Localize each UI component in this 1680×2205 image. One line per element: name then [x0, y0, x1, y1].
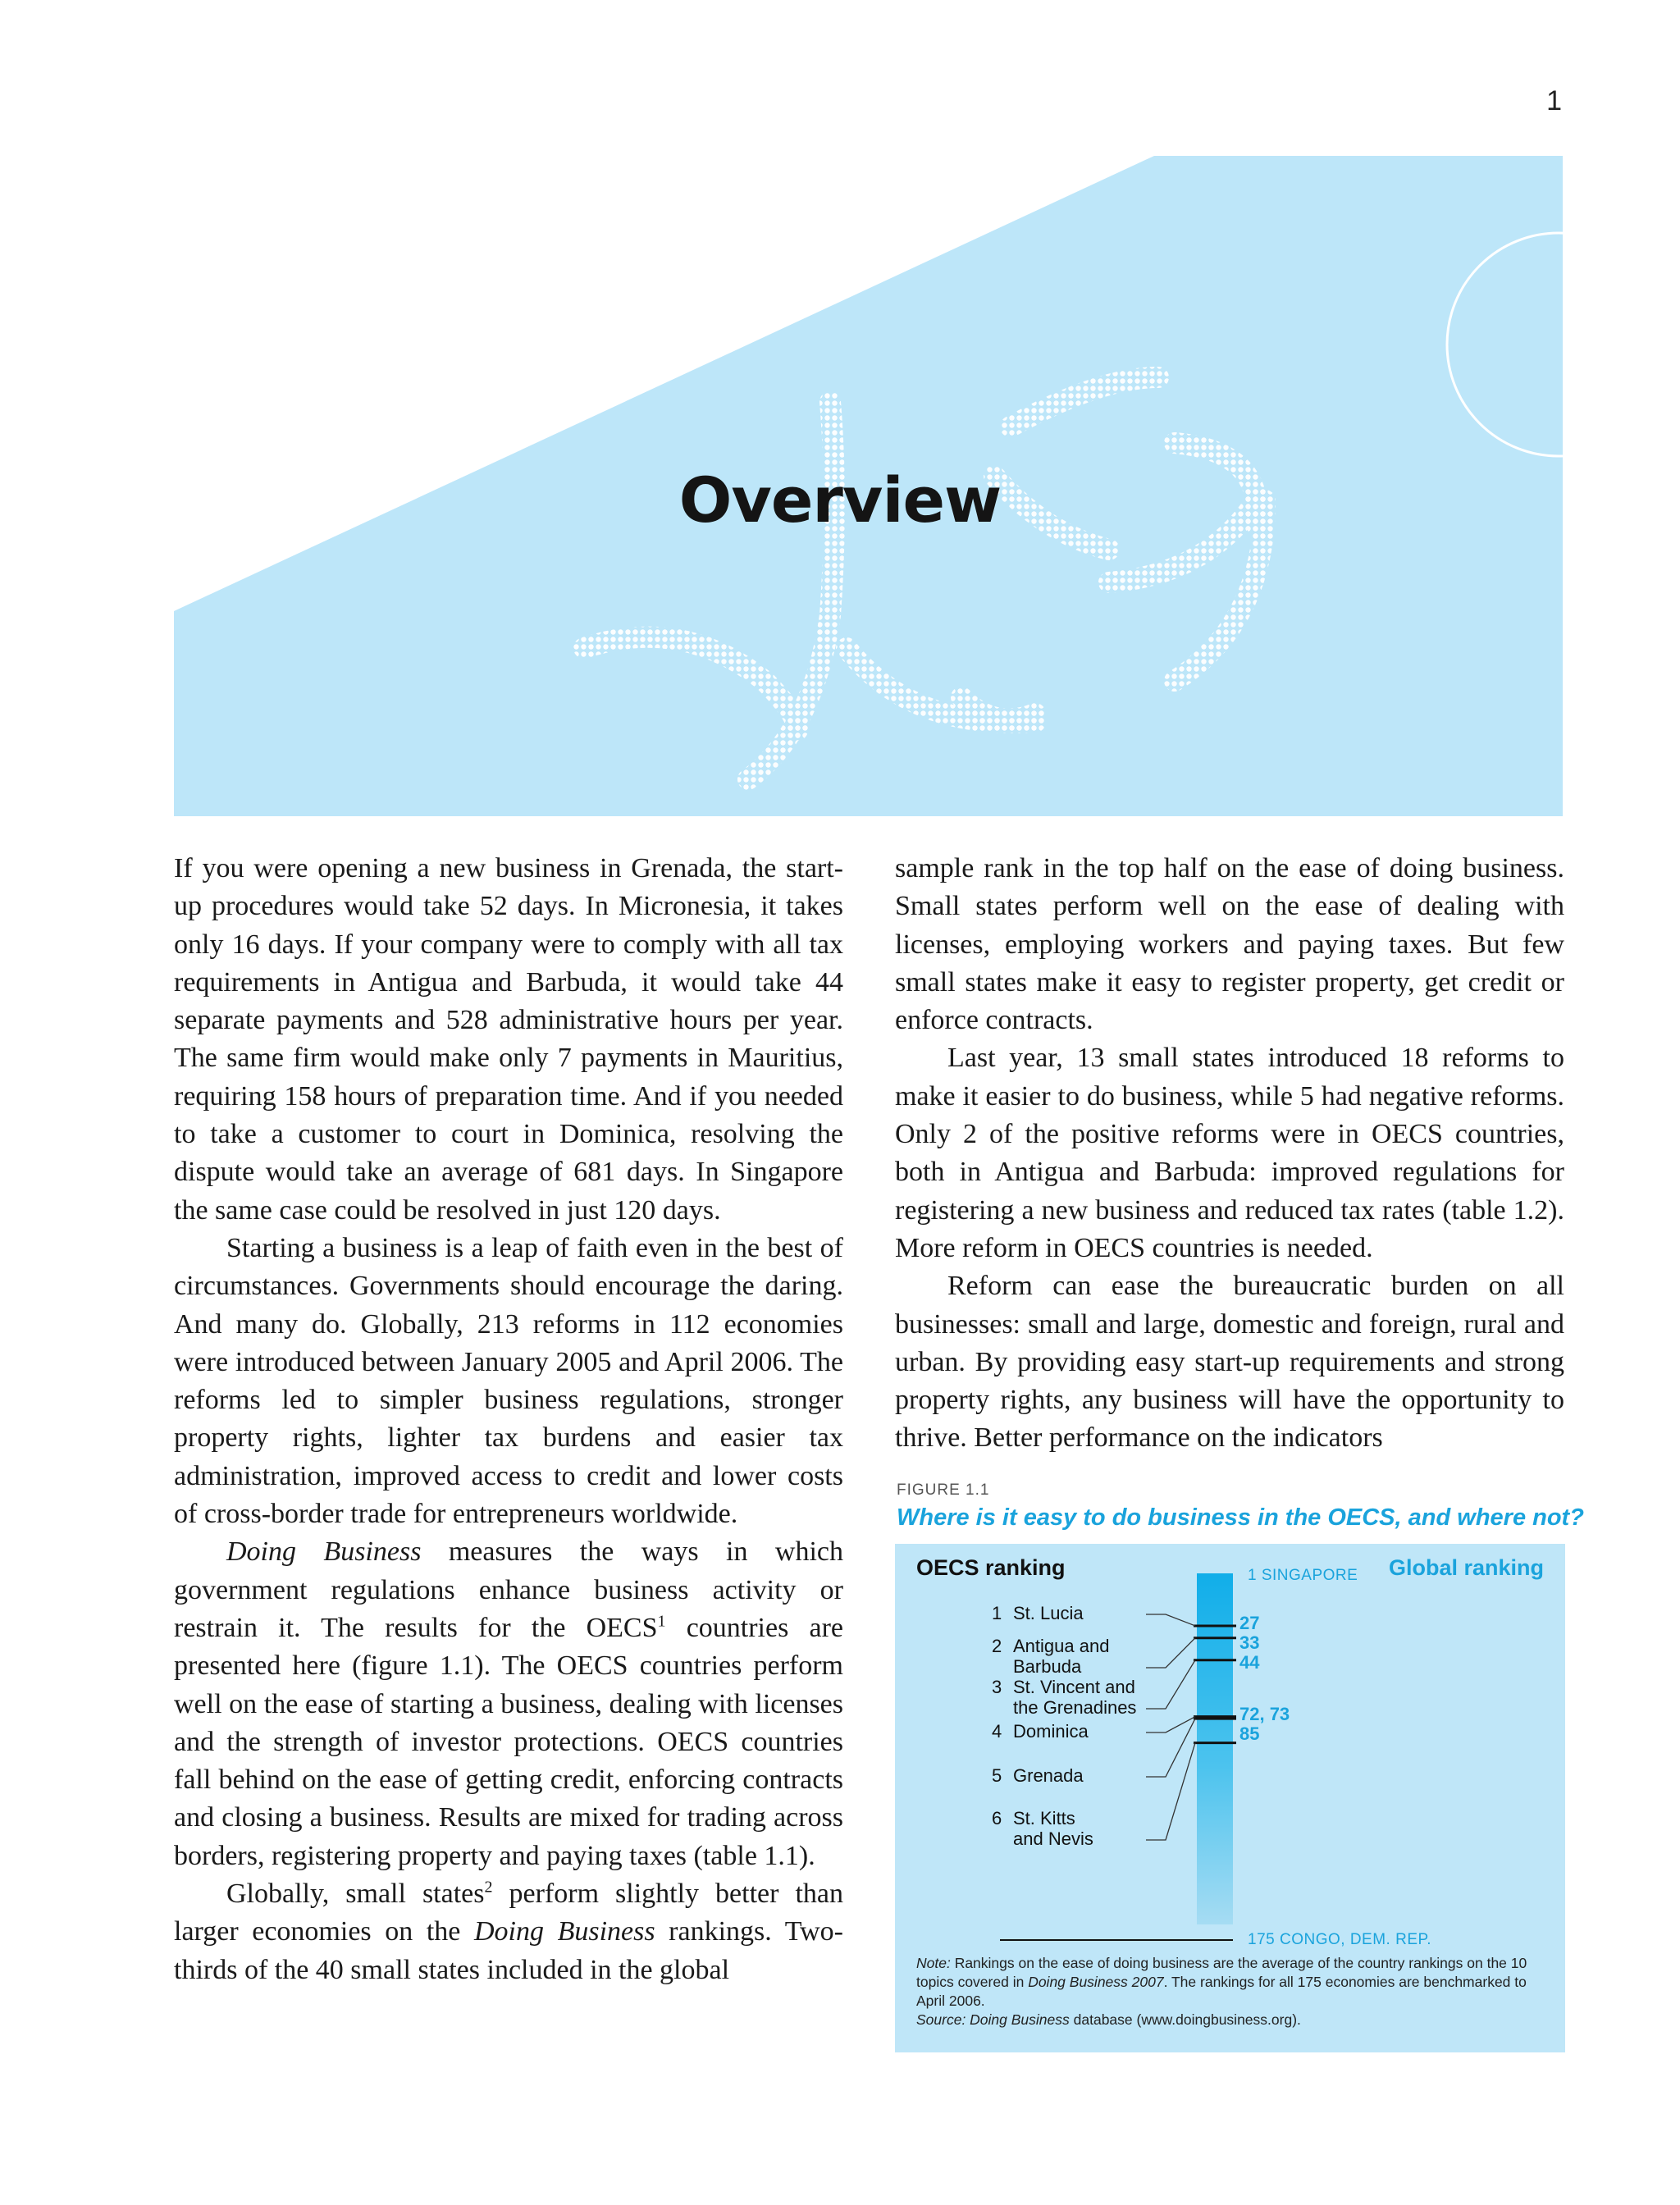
oecs-rank: 4: [992, 1721, 1002, 1742]
paragraph: sample rank in the top half on the ease of doing business. Small states perform well on the ease of dealing with licenses, employing workers and paying taxes. But few small states make it easy to register property, get credit or enforce contracts.: [895, 853, 1564, 1036]
note-body: . The rankings for all 175 economies are benchmarked to April 2006.: [916, 1974, 1527, 2009]
figure-panel: [895, 1544, 1565, 2052]
text-run: perform slightly better than larger economies on the: [174, 1879, 843, 1947]
oecs-rank: 3: [992, 1677, 1002, 1697]
footnote-marker: 1: [657, 1612, 666, 1631]
figure-label: FIGURE 1.1: [897, 1481, 990, 1499]
paragraph: Last year, 13 small states introduced 18 reforms to make it easier to do business, while 5 had negative reforms. Only 2 of the positive reforms were in OECS countries, both in Antigua and Barbuda: improved regulations for registering a new business and reduced tax rates (table 1.2). More reform in OECS countries is needed.: [895, 1043, 1564, 1263]
leader-line: [1146, 1743, 1195, 1840]
italic-title: Doing Business: [473, 1916, 655, 1947]
country-label: [992, 1808, 1093, 1849]
paragraph: Reform can ease the bureaucratic burden on all businesses: small and large, domestic and foreign, rural and urban. By providing easy start-up requirements and strong property rights, any business will have the opportunity to thrive. Better performance on the indicators: [895, 1271, 1564, 1454]
paragraph: Starting a business is a leap of faith even in the best of circumstances. Governments should encourage the daring. And many do. Globally, 213 reforms in 112 economies were introduced between January 2005 and April 2006. The reforms led to simpler business regulations, stronger property rights, lighter tax burdens and easier tax administration, improved access to credit and lower costs of cross-border trade for entrepreneurs worldwide.: [174, 1232, 843, 1530]
text-run: Globally, small states: [226, 1879, 485, 1910]
global-ranking-header: Global ranking: [1388, 1555, 1544, 1580]
source-label: Source: Doing Business: [916, 2011, 1070, 2028]
oecs-rank: 5: [992, 1765, 1002, 1786]
country-name: Antigua and Barbuda: [1013, 1636, 1110, 1677]
note-italic: Doing Business 2007: [1028, 1974, 1164, 1990]
scale-bottom-label: 175 CONGO, DEM. REP.: [1248, 1931, 1431, 1948]
text-run: rankings. Two-thirds of the 40 small states included in the global: [174, 1916, 843, 1985]
page-title: Overview: [678, 463, 1002, 536]
text-run: countries are presented here (figure 1.1). The OECS countries perform well on the ease of starting a business, dealing with licenses and the strength of investor protections. OECS countries fall behind on the ease of getting credit, enforcing contracts and closing a business. Results are mixed for trading across borders, registering property and paying taxes (table 1.1).: [174, 1612, 843, 1871]
note-label: Note:: [916, 1955, 951, 1971]
text-run: measures the ways in which government regulations enhance business activity or restrain it. The results for the OECS: [174, 1536, 843, 1643]
country-name: Grenada: [1013, 1765, 1084, 1786]
paragraph: [174, 1875, 843, 1989]
paragraph: If you were opening a new business in Grenada, the start-up procedures would take 52 days. In Micronesia, it takes only 16 days. If your company were to comply with all tax requirements in Antigua and Barbuda, it would take 44 separate payments and 528 administrative hours per year. The same firm would make only 7 payments in Mauritius, requiring 158 hours of preparation time. And if you needed to take a customer to court in Dominica, resolving the dispute would take an average of 681 days. In Singapore the same case could be resolved in just 120 days.: [174, 853, 843, 1226]
oecs-ranking-header: OECS ranking: [916, 1555, 1066, 1580]
note-body: Rankings on the ease of doing business are the average of the country rankings on the 10 topics covered in: [916, 1955, 1527, 1990]
oecs-rank: 6: [992, 1808, 1002, 1828]
scale-top-label: 1 SINGAPORE: [1248, 1567, 1358, 1584]
source-body: database (www.doingbusiness.org).: [1069, 2011, 1301, 2028]
country-name: St. Kitts and Nevis: [1013, 1808, 1093, 1849]
footnote-marker: 2: [484, 1878, 493, 1897]
source-text: [916, 2011, 1540, 2029]
global-rank-label: 27 33 44: [1239, 1612, 1260, 1673]
italic-title: Doing Business: [226, 1536, 422, 1568]
oecs-rank: 1: [992, 1603, 1002, 1623]
country-label: [992, 1721, 1089, 1742]
body-column-right: [895, 850, 1564, 1458]
body-column-left: [174, 850, 843, 1989]
country-name: St. Vincent and the Grenadines: [1013, 1677, 1137, 1718]
country-label: [992, 1677, 1136, 1718]
country-name: Dominica: [1013, 1721, 1089, 1742]
country-label: [992, 1765, 1084, 1786]
page-number: 1: [1546, 85, 1562, 116]
figure-title: Where is it easy to do business in the OECS, and where not?: [897, 1504, 1584, 1531]
paragraph: [174, 1533, 843, 1875]
figure-note: [916, 1954, 1540, 2029]
leader-line: [1146, 1717, 1195, 1732]
global-rank-label: 72, 73 85: [1239, 1703, 1290, 1744]
oecs-rank: 2: [992, 1636, 1002, 1656]
country-label: [992, 1603, 1084, 1623]
leader-line: [1146, 1614, 1195, 1626]
country-label: [992, 1636, 1109, 1677]
country-name: St. Lucia: [1013, 1603, 1084, 1623]
note-text: [916, 1954, 1540, 2011]
leader-line: [1146, 1638, 1195, 1668]
